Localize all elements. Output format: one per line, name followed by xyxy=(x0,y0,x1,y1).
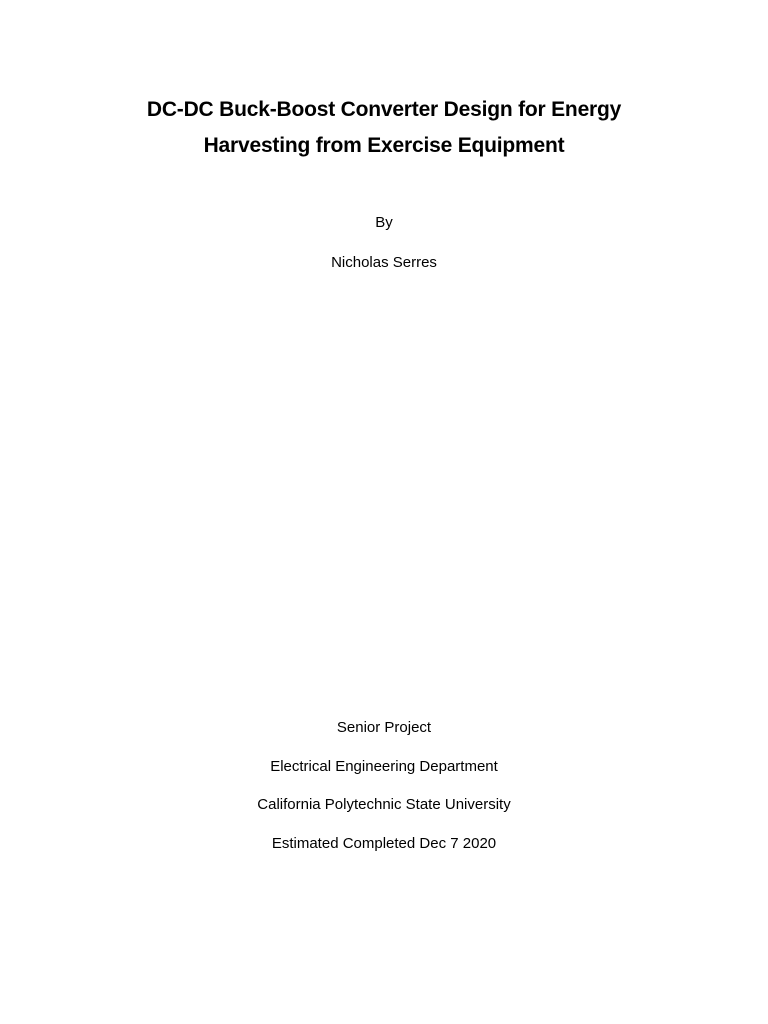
title-line-1: DC-DC Buck-Boost Converter Design for Energy xyxy=(146,98,622,121)
author-name: Nicholas Serres xyxy=(331,254,437,271)
project-info xyxy=(0,718,768,872)
document-title xyxy=(0,92,768,164)
title-line-2: Harvesting from Exercise Equipment xyxy=(203,134,565,157)
by-label: By xyxy=(375,214,393,231)
department: Electrical Engineering Department xyxy=(270,757,498,775)
project-type: Senior Project xyxy=(336,719,432,736)
completion-date: Estimated Completed Dec 7 2020 xyxy=(271,834,497,852)
university: California Polytechnic State University xyxy=(257,796,511,813)
